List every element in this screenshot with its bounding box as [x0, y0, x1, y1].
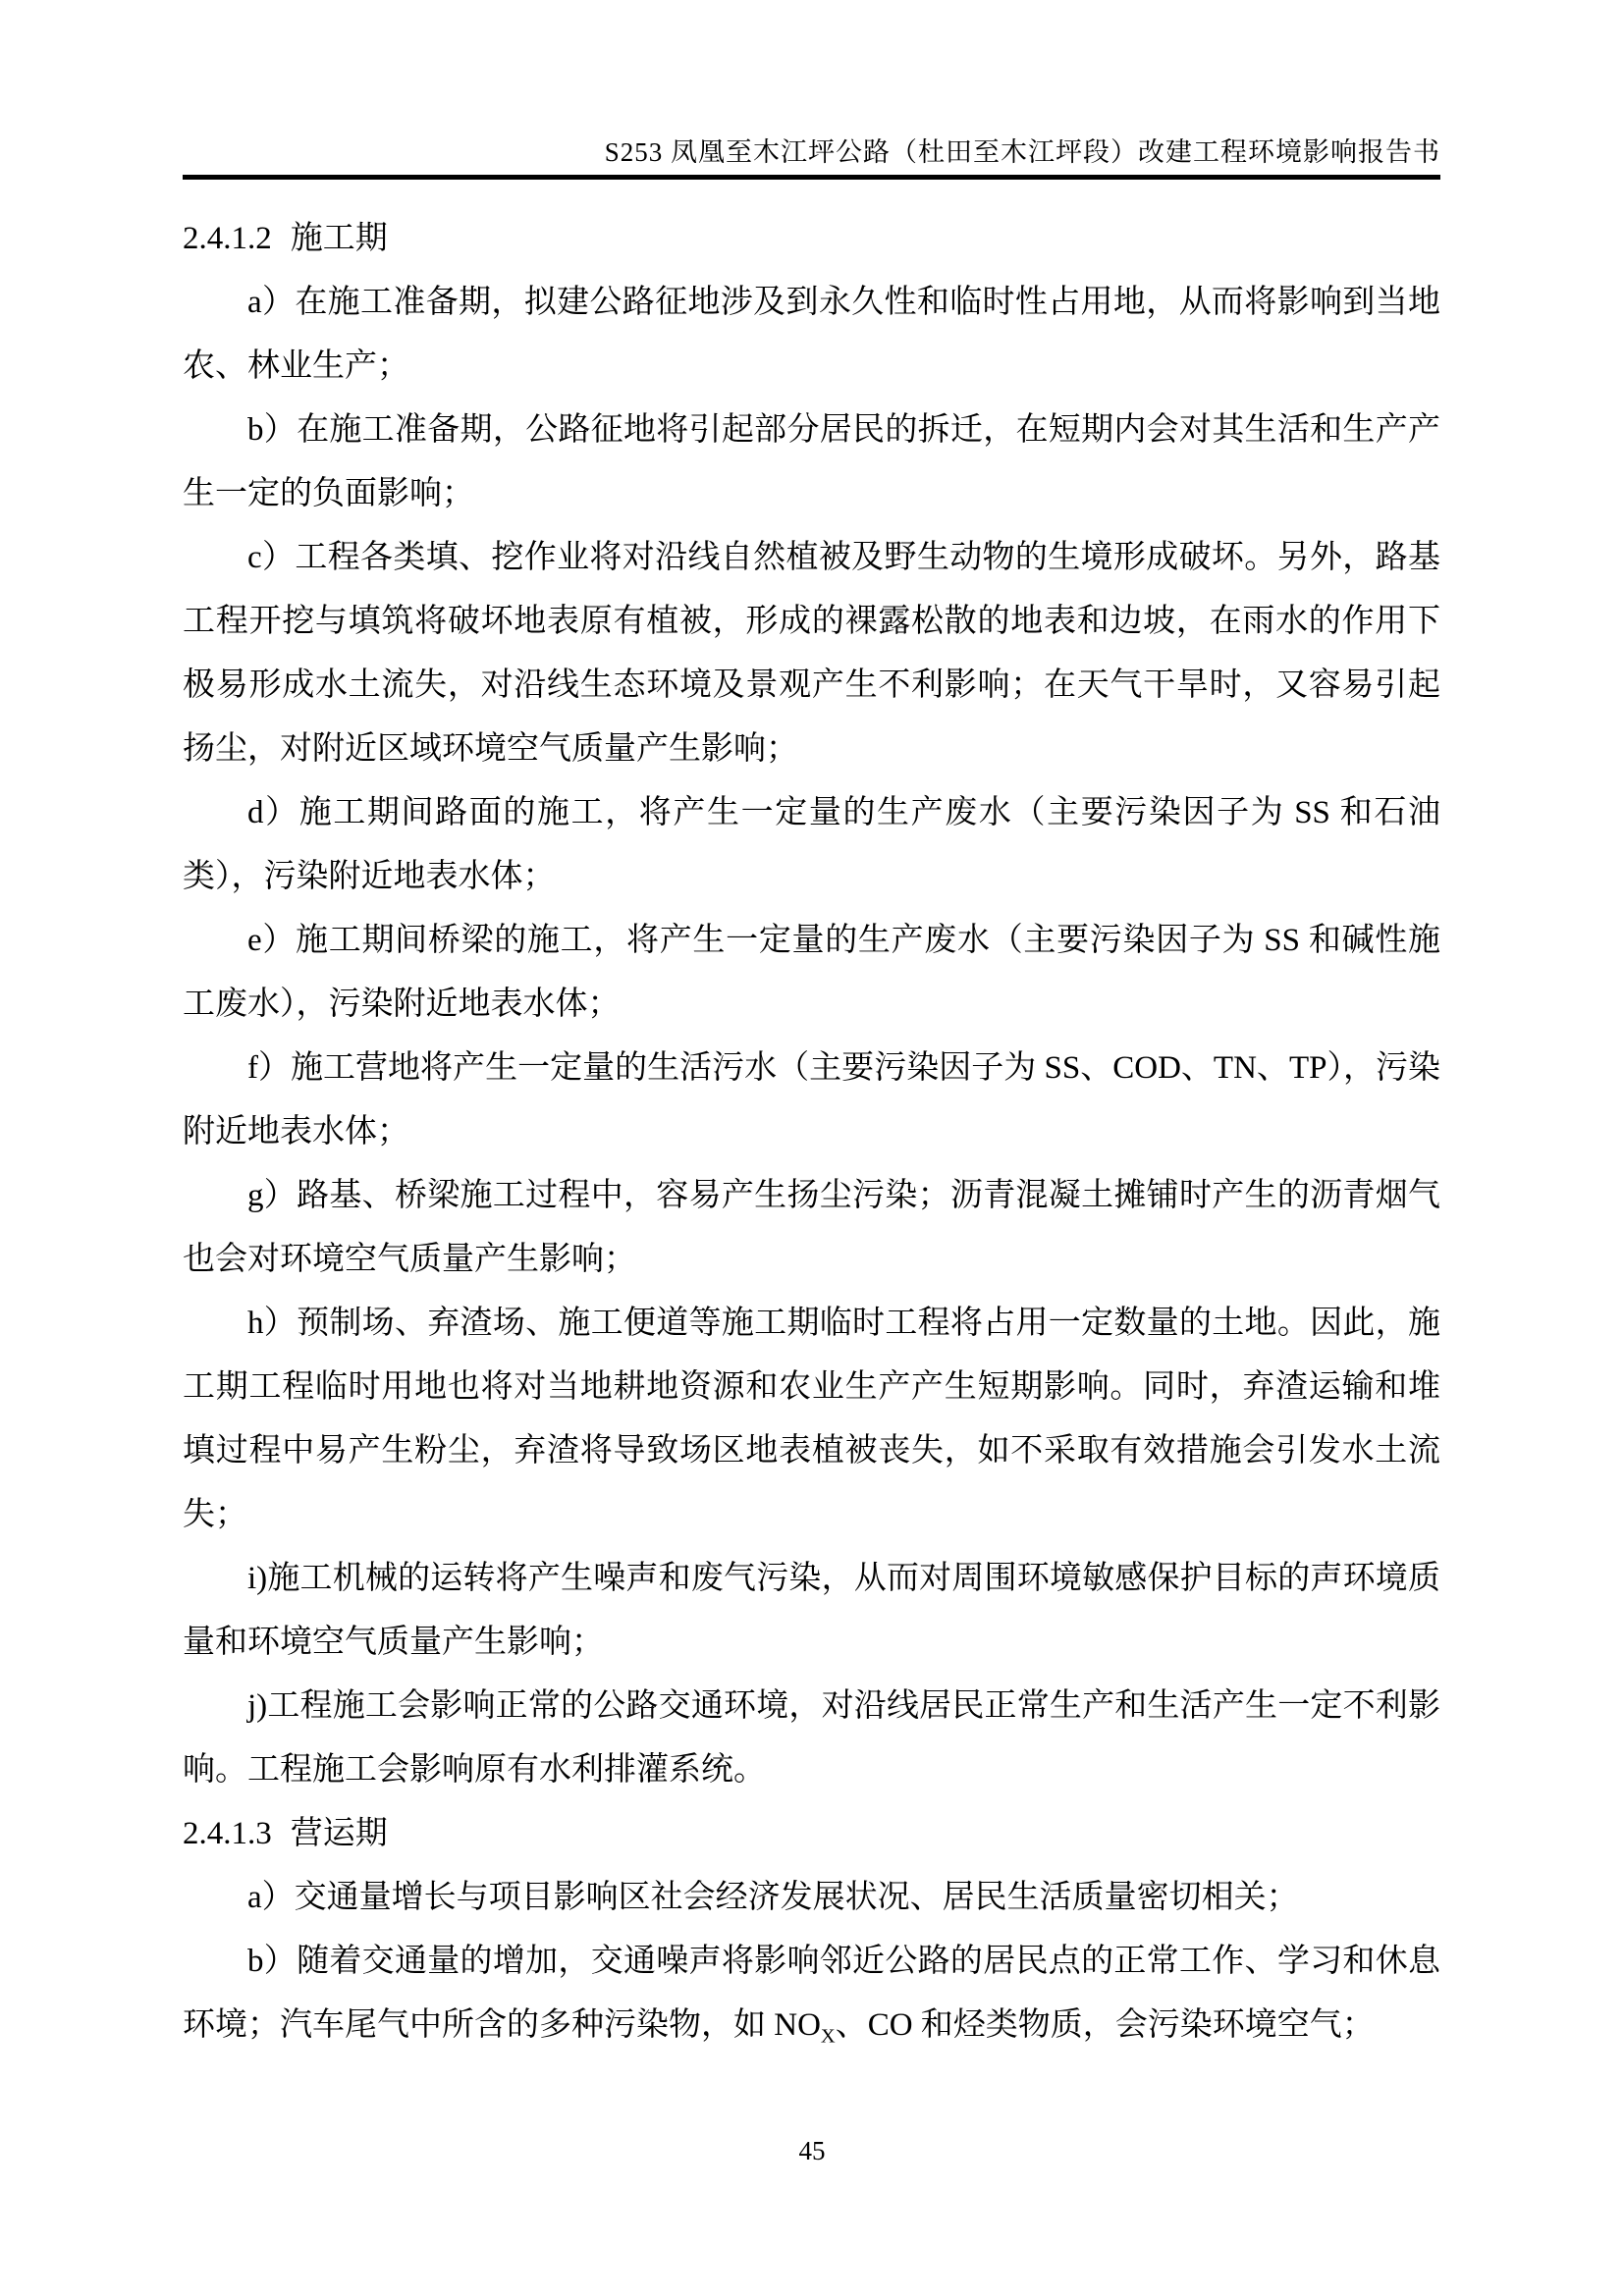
- header-rule: [183, 175, 1440, 180]
- paragraph-a: a）在施工准备期，拟建公路征地涉及到永久性和临时性占用地，从而将影响到当地农、林业生产；: [183, 285, 1440, 384]
- section-heading-construction-period: [183, 207, 1440, 271]
- section-number: 2.4.1.3: [183, 1816, 272, 1851]
- paragraph-e: e）施工期间桥梁的施工，将产生一定量的生产废水（主要污染因子为 SS 和碱性施工废水），污染附近地表水体；: [183, 923, 1440, 1022]
- nox-subscript: X: [820, 2025, 836, 2048]
- document-body: [183, 207, 1440, 2057]
- page-footer: [0, 2135, 1624, 2166]
- paragraph-b: b）在施工准备期，公路征地将引起部分居民的拆迁，在短期内会对其生活和生产产生一定的负面影响；: [183, 412, 1440, 511]
- paragraph-g: g）路基、桥梁施工过程中，容易产生扬尘污染；沥青混凝土摊铺时产生的沥青烟气也会对环境空气质量产生影响；: [183, 1178, 1440, 1277]
- paragraph-h: h）预制场、弃渣场、施工便道等施工期临时工程将占用一定数量的土地。因此，施工期工程临时用地也将对当地耕地资源和农业生产产生短期影响。同时，弃渣运输和堆填过程中易产生粉尘，弃渣将导致场区地表植被丧失，如不采取有效措施会引发水土流失；: [183, 1306, 1440, 1532]
- page-header: [183, 0, 1440, 180]
- section-title: 营运期: [290, 1816, 388, 1851]
- paragraph-c: c）工程各类填、挖作业将对沿线自然植被及野生动物的生境形成破坏。另外，路基工程开挖与填筑将破坏地表原有植被，形成的裸露松散的地表和边坡，在雨水的作用下极易形成水土流失，对沿线生态环境及景观产生不利影响；在天气干旱时，又容易引起扬尘，对附近区域环境空气质量产生影响；: [183, 540, 1440, 767]
- section-title: 施工期: [290, 221, 388, 256]
- running-header-title: S253 凤凰至木江坪公路（杜田至木江坪段）改建工程环境影响报告书: [604, 137, 1440, 167]
- paragraph-b-text-post: 、CO 和烃类物质，会污染环境空气；: [835, 2007, 1375, 2043]
- paragraph-f: f）施工营地将产生一定量的生活污水（主要污染因子为 SS、COD、TN、TP），污染附近地表水体；: [183, 1050, 1440, 1149]
- paragraph-i: i)施工机械的运转将产生噪声和废气污染，从而对周围环境敏感保护目标的声环境质量和环境空气质量产生影响；: [183, 1561, 1440, 1660]
- paragraph-d: d）施工期间路面的施工，将产生一定量的生产废水（主要污染因子为 SS 和石油类），污染附近地表水体；: [183, 795, 1440, 894]
- paragraph-a: a）交通量增长与项目影响区社会经济发展状况、居民生活质量密切相关；: [247, 1880, 1299, 1915]
- paragraph-b: [183, 1930, 1440, 2057]
- section-heading-operation-period: [183, 1802, 1440, 1866]
- paragraph-b-text-pre: b）随着交通量的增加，交通噪声将影响邻近公路的居民点的正常工作、学习和休息环境；汽车尾气中所含的多种污染物，如 NO: [183, 1944, 1440, 2043]
- page-number: 45: [798, 2136, 826, 2165]
- paragraph-j: j)工程施工会影响正常的公路交通环境，对沿线居民正常生产和生活产生一定不利影响。工程施工会影响原有水利排灌系统。: [183, 1688, 1440, 1788]
- section-number: 2.4.1.2: [183, 221, 272, 256]
